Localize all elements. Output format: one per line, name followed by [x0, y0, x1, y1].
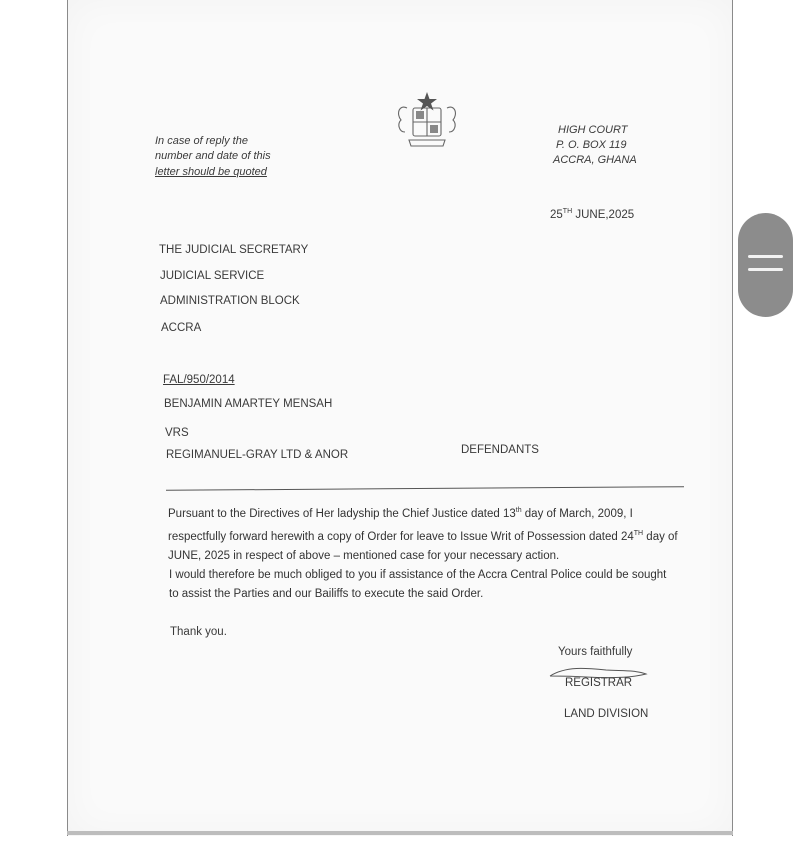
body-paragraph-1: Pursuant to the Directives of Her ladyship the Chief Justice dated 13th day of March, 2009, I respectfully forward herewith a copy of Order for leave to Issue Writ of Possession dated 24TH day of JUNE, 2025 in respect of above – mentioned case for your necessary action.: [168, 507, 678, 562]
reply-note-line-3: letter should be quoted: [155, 166, 267, 178]
recipient-line-4: ACCRA: [161, 322, 202, 334]
versus-label: VRS: [165, 427, 189, 439]
closing-text: Yours faithfully: [558, 646, 633, 658]
body-paragraph-2: I would therefore be much obliged to you if assistance of the Accra Central Police could be sought to assist the Parties and our Bailiffs to execute the said Order.: [169, 569, 667, 600]
sender-address-line-1: HIGH COURT: [558, 124, 628, 136]
body-paragraph-3: Thank you.: [170, 626, 227, 638]
registrar-title: REGISTRAR: [565, 677, 633, 689]
recipient-line-2: JUDICIAL SERVICE: [160, 270, 265, 282]
recipient-line-3: ADMINISTRATION BLOCK: [160, 295, 300, 307]
letter-date: 25TH JUNE,2025: [550, 208, 635, 221]
plaintiff-name: BENJAMIN AMARTEY MENSAH: [164, 398, 333, 410]
sender-address-line-2: P. O. BOX 119: [556, 139, 627, 151]
defendants-label: DEFENDANTS: [461, 444, 539, 456]
page-bottom-edge: [67, 831, 733, 835]
reply-note-line-2: number and date of this: [155, 150, 271, 162]
case-number: FAL/950/2014: [163, 374, 235, 386]
recipient-line-1: THE JUDICIAL SECRETARY: [159, 244, 309, 256]
scroll-handle[interactable]: [738, 213, 793, 317]
coat-of-arms-emblem: [393, 90, 461, 152]
defendant-name: REGIMANUEL-GRAY LTD & ANOR: [166, 449, 349, 461]
reply-note-line-1: In case of reply the: [155, 135, 248, 147]
sender-address-line-3: ACCRA, GHANA: [553, 154, 637, 166]
division-name: LAND DIVISION: [564, 708, 649, 720]
